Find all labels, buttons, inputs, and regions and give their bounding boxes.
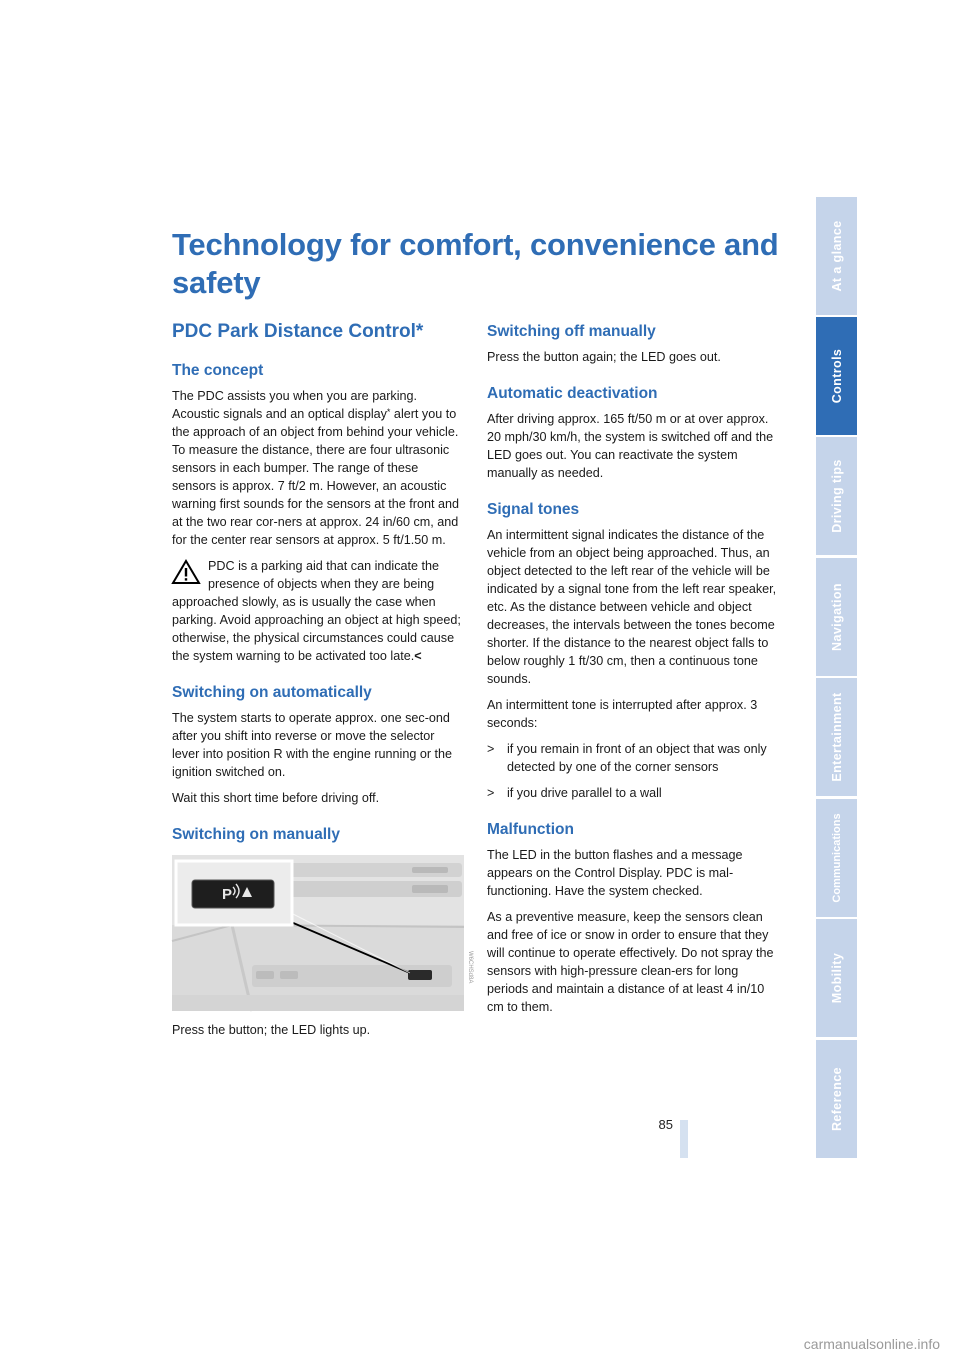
tab-controls[interactable] [816,317,857,435]
warning-triangle-icon [172,560,200,584]
tones-text-2: An intermittent tone is interrupted after approx. 3 seconds: [487,698,758,730]
warning-rest: approached slowly, as is usually the case when parking. Avoid approaching an object at high speed; otherwise, the physical circumstances could cause the system warning to be activated too late. [172,595,461,663]
chapter-sidebar [816,197,857,1160]
tab-label: Driving tips [829,459,844,533]
tones-text: An intermittent signal indicates the distance of the vehicle from an object being approached. Thus, an object detected to the left rear of the vehicle will be indicated by a signal tone from the left rear speaker, etc. As the distance between vehicle and object decreases, the intervals between the tones become shorter. If the distance to the nearest object falls to below roughly 1 ft/30 cm, then a continuous tone sounds. [487,528,777,686]
warning-lead: PDC is a parking aid that can indicate the presence of objects when they are being [208,559,440,591]
figure-code: W6CHSd8A [467,951,473,984]
auto-off-text: After driving approx. 165 ft/50 m or at over approx. 20 mph/30 km/h, the system is switched off and the LED goes out. You can reactivate the system manually as needed. [487,412,774,480]
tab-label: Communications [830,813,843,903]
manual-on-caption: Press the button; the LED lights up. [172,1023,371,1037]
tab-reference[interactable] [816,1040,857,1158]
tab-driving-tips[interactable] [816,437,857,555]
heading-manual-off: Switching off manually [487,323,656,340]
pdc-button-figure [172,855,473,1011]
tab-at-a-glance[interactable] [816,197,857,315]
warning-text [172,593,464,665]
tab-label: Controls [829,348,844,404]
malfunction-text-2: As a preventive measure, keep the sensors clean and free of ice or snow in order to ensure that they will continue to operate effectively. Do not spray the sensors with high-pressure clean-ers for long periods and maintain a distance of at least 4 in/10 cm to them. [487,910,774,1014]
heading-malfunction: Malfunction [487,821,574,838]
watermark: carmanualsonline.info [803,1336,940,1352]
option-star: * [386,407,391,417]
heading-auto-off: Automatic deactivation [487,385,658,402]
page-number-bar [680,1120,688,1158]
list-item [487,784,779,802]
bullet-marker: > [487,742,495,756]
list-item-text: if you remain in front of an object that was only detected by one of the corner sensors [507,742,767,774]
tab-label: Reference [829,1066,844,1132]
concept-text-a: The PDC assists you when you are parking. Acoustic signals and an optical display [172,389,417,421]
pdc-button-label: P [222,886,233,903]
end-mark: < [414,649,422,663]
pdc-button-illustration [172,855,473,1011]
heading-manual-on: Switching on manually [172,826,340,843]
section-title: PDC Park Distance Control* [172,321,424,342]
warning-note [172,557,464,593]
heading-auto-on: Switching on automatically [172,684,372,701]
list-item [487,740,779,776]
tab-label: Mobility [829,952,844,1004]
right-column [487,322,779,1024]
page-title: Technology for comfort, convenience and safety [172,227,779,300]
concept-text [172,387,464,549]
list-item-text: if you drive parallel to a wall [507,786,662,800]
concept-text-b: alert you to the approach of an object from behind your vehicle. To measure the distance, there are four ultrasonic sensors in each bumper. The range of these sensors is approx. 7 ft/2 m. However, an acoustic warning first sounds for the sensors at the front and at the two rear cor-ners at approx. 24 in/60 cm, and for the center rear sensors at approx. 5 ft/1.50 m. [172,407,460,547]
heading-concept: The concept [172,362,264,379]
auto-on-text-2: Wait this short time before driving off. [172,791,380,805]
malfunction-text: The LED in the button flashes and a message appears on the Control Display. PDC is mal-functioning. Have the system checked. [487,848,743,898]
tab-label: Entertainment [829,692,844,782]
auto-on-text: The system starts to operate approx. one sec-ond after you shift into reverse or move the selector lever into position R with the engine running or the ignition switched on. [172,711,453,779]
tab-communications[interactable] [816,799,857,917]
tab-mobility[interactable] [816,919,857,1037]
page-number: 85 [658,1117,673,1132]
manual-off-text: Press the button again; the LED goes out. [487,350,721,364]
left-column [172,320,473,1047]
tab-navigation[interactable] [816,558,857,676]
tones-list [487,740,779,802]
bullet-marker: > [487,786,495,800]
tab-label: Navigation [829,583,844,651]
tab-label: At a glance [829,220,844,292]
heading-signal-tones: Signal tones [487,501,580,518]
tab-entertainment[interactable] [816,678,857,796]
